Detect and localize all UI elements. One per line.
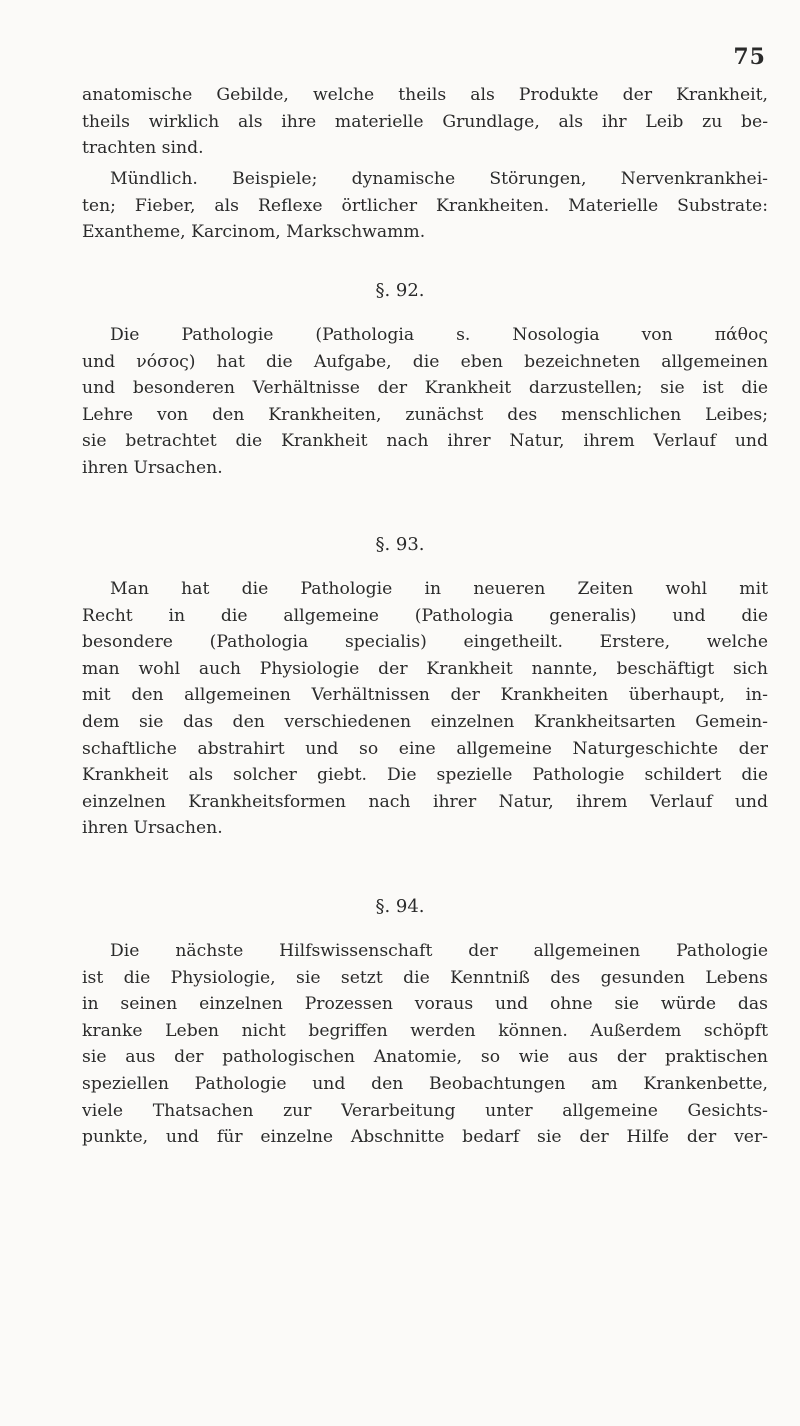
text-line: dem sie das den verschiedenen einzelnen Krankheitsarten Gemein- (82, 711, 768, 732)
section-heading-94: §. 94. (375, 896, 425, 917)
text-line: ten; Fieber, als Reflexe örtlicher Krankheiten. Materielle Substrate: (82, 195, 768, 216)
text-line: Die nächste Hilfswissenschaft der allgemeinen Pathologie (110, 941, 768, 961)
text-line: sie aus der pathologischen Anatomie, so wie aus der praktischen (82, 1047, 768, 1068)
text-line: man wohl auch Physiologie der Krankheit nannte, beschäftigt sich (82, 658, 768, 679)
text-line: Recht in die allgemeine (Pathologia generalis) und die (82, 605, 768, 626)
page-number: 75 (733, 44, 766, 70)
text-line: in seinen einzelnen Prozessen voraus und ohne sie würde das (82, 994, 768, 1015)
text-line: speziellen Pathologie und den Beobachtungen am Krankenbette, (82, 1073, 768, 1094)
text-line: Die Pathologie (Pathologia s. Nosologia von πάθος (110, 325, 768, 345)
text-line: Krankheit als solcher giebt. Die spezielle Pathologie schildert die (82, 765, 768, 786)
text-line: sie betrachtet die Krankheit nach ihrer Natur, ihrem Verlauf und (82, 431, 768, 452)
text-line: punkte, und für einzelne Abschnitte bedarf sie der Hilfe der ver- (82, 1127, 768, 1148)
text-line: viele Thatsachen zur Verarbeitung unter allgemeine Gesichts- (82, 1100, 768, 1121)
text-line: Mündlich. Beispiele; dynamische Störungen, Nervenkrankhei- (110, 169, 768, 189)
paragraph-section-93 (82, 576, 768, 842)
text-line: anatomische Gebilde, welche theils als Produkte der Krankheit, (82, 85, 768, 105)
text-line: Exantheme, Karcinom, Markschwamm. (82, 222, 426, 243)
text-line: mit den allgemeinen Verhältnissen der Krankheiten überhaupt, in- (82, 685, 768, 706)
text-line: einzelnen Krankheitsformen nach ihrer Natur, ihrem Verlauf und (82, 791, 768, 812)
text-line: ihren Ursachen. (82, 818, 223, 839)
text-line: ist die Physiologie, sie setzt die Kenntniß des gesunden Lebens (82, 967, 768, 988)
section-heading-92: §. 92. (375, 280, 425, 301)
text-line: kranke Leben nicht begriffen werden können. Außerdem schöpft (82, 1020, 768, 1041)
text-line: Lehre von den Krankheiten, zunächst des menschlichen Leibes; (82, 404, 768, 425)
section-heading-93: §. 93. (375, 534, 425, 555)
paragraph-section-92 (82, 322, 768, 482)
paragraph-section-94 (82, 938, 768, 1151)
text-line: besondere (Pathologia specialis) eingetheilt. Erstere, welche (82, 632, 768, 653)
text-line: und besonderen Verhältnisse der Krankheit darzustellen; sie ist die (82, 378, 768, 399)
text-line: ihren Ursachen. (82, 457, 223, 478)
text-line: trachten sind. (82, 138, 204, 159)
paragraph-oral-note (82, 166, 768, 246)
text-line: und νόσος) hat die Aufgabe, die eben bezeichneten allgemeinen (82, 351, 768, 372)
paragraph-continuation (82, 82, 768, 162)
text-line: schaftliche abstrahirt und so eine allgemeine Naturgeschichte der (82, 738, 768, 759)
text-line: Man hat die Pathologie in neueren Zeiten wohl mit (110, 579, 768, 599)
text-line: theils wirklich als ihre materielle Grundlage, als ihr Leib zu be- (82, 111, 768, 132)
